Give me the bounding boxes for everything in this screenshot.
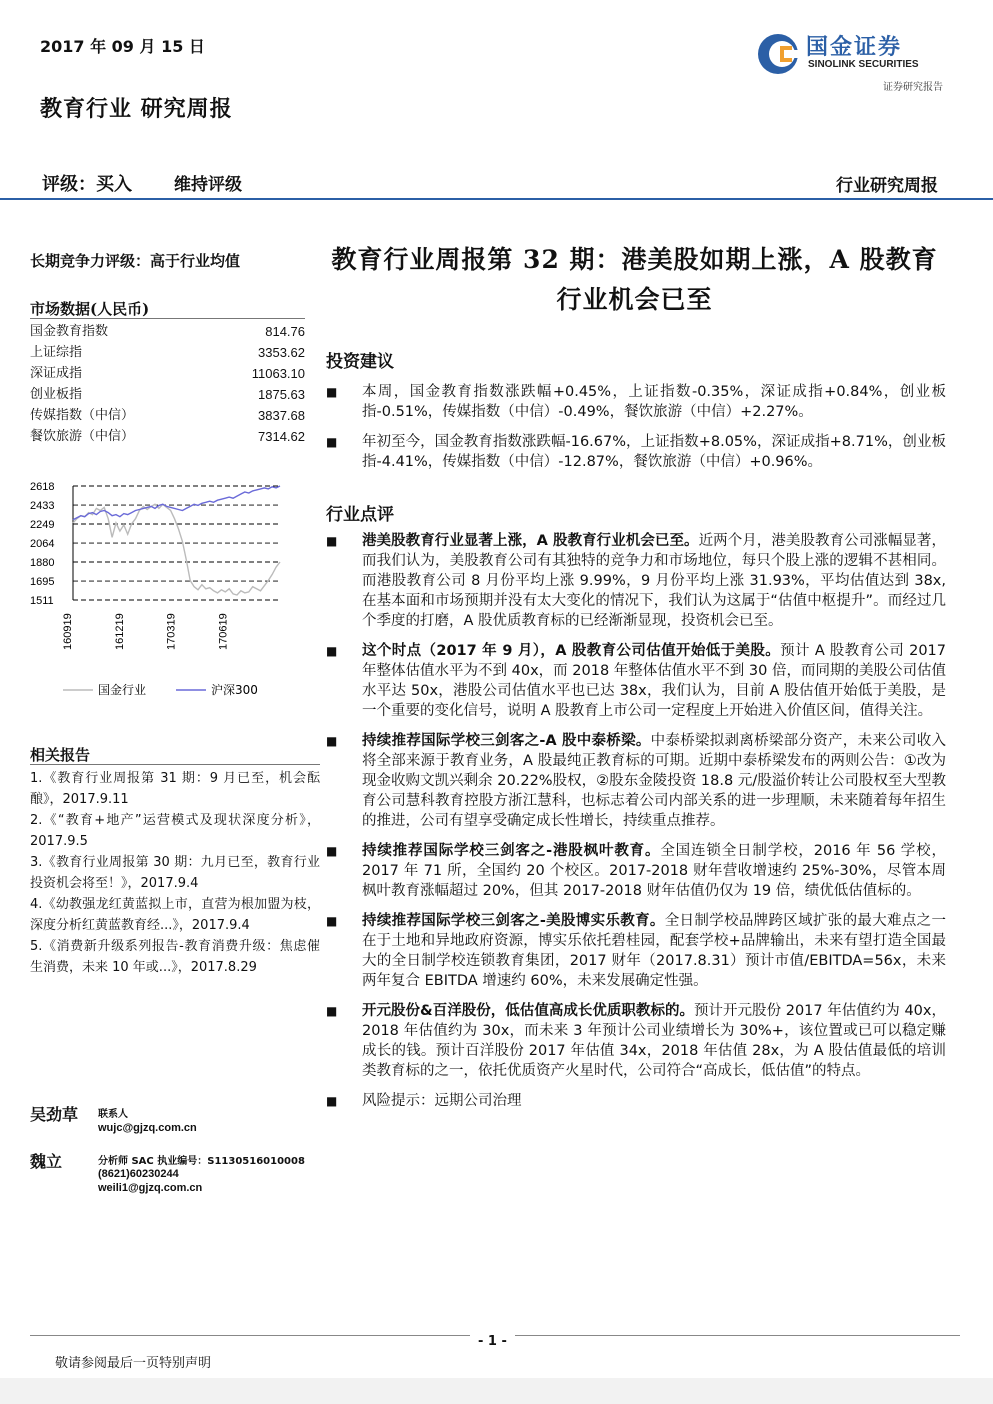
risk-item	[326, 1091, 946, 1111]
logo-emblem-icon	[756, 30, 804, 78]
bottom-band	[0, 1378, 993, 1404]
report-date: 2017 年 09 月 15 日	[40, 37, 205, 56]
analyst-phone: (8621)60230244	[98, 1168, 179, 1180]
risk-text: 风险提示：远期公司治理	[362, 1093, 522, 1109]
market-data-value: 11063.10	[251, 366, 305, 381]
logo-subtitle: 证券研究报告	[883, 82, 943, 93]
comment-headline: 开元股份&百洋股份，低估值高成长优质职教标的。	[362, 1003, 694, 1019]
related-reports-list	[30, 768, 320, 978]
market-data-title: 市场数据(人民币)	[30, 300, 150, 318]
comment-item	[326, 641, 946, 721]
long-term-rating: 长期竞争力评级：高于行业均值	[30, 252, 241, 270]
market-data-row	[30, 426, 305, 447]
analyst-name: 魏立	[30, 1152, 63, 1171]
main-title: 教育行业周报第 32 期：港美股如期上涨，A 股教育行业机会已至	[331, 245, 938, 314]
market-data-table	[30, 321, 305, 447]
chart-xtick-label: 160919	[62, 613, 74, 650]
comment-item	[326, 911, 946, 991]
related-report-item[interactable]: 2.《“教育+地产”运营模式及现状深度分析》，2017.9.5	[30, 813, 320, 849]
chart-legend-label: 沪深300	[211, 683, 258, 697]
comment-text: 近两个月，港美股教育公司涨幅显著，而我们认为，美股教育公司有其独特的竞争力和市场地位，每只个股上涨的逻辑不甚相同。而港股教育公司 8 月份平均上涨 9.99%，9 月份平均上涨 31.93%，平均估值达到 38x,在基本面和市场预期并没有太大变化的情况下，我们认为这属于“估值中枢提升”。而经过几个季度的打磨，A 股优质教育标的已经渐渐显现，投资机会已至。	[362, 533, 946, 629]
index-chart-svg	[28, 478, 308, 708]
comment-text: 预计 A 股教育公司 2017 年整体估值水平为不到 40x，而 2018 年整体估值水平不到 30 倍，而同期的美股公司估值水平达 50x，港股公司估值水平也已达 38x，我们认为，目前 A 股估值开始低于美股，是一个重要的变化信号，说明 A 股教育上市公司一定程度上开始进入价值区间，值得关注。	[362, 643, 947, 719]
chart-ytick-label: 2433	[30, 500, 55, 513]
chart-legend-label: 国金行业	[98, 683, 147, 697]
comment-headline: 港美股教育行业显著上涨，A 股教育行业机会已至。	[362, 533, 699, 549]
comment-item	[326, 731, 946, 831]
chart-ytick-label: 1880	[30, 557, 55, 569]
chart-xtick-label: 170319	[165, 613, 178, 650]
page-number: - 1 -	[470, 1334, 515, 1349]
invest-item: ■ 本周，国金教育指数涨跌幅+0.45%，上证指数-0.35%，深证成指+0.84%，创业板指-0.51%，传媒指数（中信）-0.49%，餐饮旅游（中信）+2.27%。	[326, 382, 946, 422]
company-logo	[756, 30, 946, 78]
market-data-name: 餐饮旅游（中信）	[30, 429, 135, 444]
logo-cn-text: 国金证券	[806, 35, 903, 60]
related-report-item[interactable]: 4.《幼教强龙红黄蓝拟上市，直营为根加盟为枝，深度分析红黄蓝教育经...》，2017.9.4	[30, 897, 320, 933]
market-data-row	[30, 405, 305, 426]
related-report-item[interactable]: 1.《教育行业周报第 31 期：9 月已至，机会酝酿》，2017.9.11	[30, 771, 320, 807]
market-data-name: 国金教育指数	[30, 324, 109, 339]
index-chart	[28, 478, 308, 708]
invest-list	[326, 382, 946, 482]
market-data-row	[30, 363, 305, 384]
section-comment-title: 行业点评	[326, 505, 394, 525]
comment-item	[326, 841, 946, 901]
related-reports-divider	[30, 764, 320, 765]
section-invest-title: 投资建议	[326, 352, 394, 372]
chart-series-line	[73, 504, 280, 595]
comment-text: 全国连锁全日制学校，2016 年 56 学校，2017 年 71 所，全国约 20 个校区。2017-2018 财年营收增速约 25%-30%，尽管本周枫叶教育涨幅超过 20%，但其 2017-2018 财年估值仍仅为 19 倍，绩优低估值标的。	[362, 843, 946, 899]
rating-maintain: 维持评级	[174, 175, 242, 195]
comment-text: 全日制学校品牌跨区域扩张的最大难点之一在于土地和异地政府资源，博实乐依托碧桂园，配套学校+品牌输出，未来有望打造全国最大的全日制学校连锁教育集团，2017 财年（2017.8.31）预计市值/EBITDA=56x，未来两年复合 EBITDA 增速约 60%，未来发展确定性强。	[362, 913, 946, 989]
header-divider	[0, 198, 993, 200]
chart-xtick-label: 161219	[113, 613, 126, 650]
comment-headline: 持续推荐国际学校三剑客之-A 股中泰桥梁。	[362, 733, 651, 749]
chart-ytick-label: 2249	[30, 519, 55, 531]
analyst-name: 吴劲草	[30, 1105, 79, 1124]
market-data-divider	[30, 318, 305, 319]
report-type: 行业研究周报	[836, 176, 938, 196]
comment-item	[326, 531, 946, 631]
market-data-name: 上证综指	[30, 345, 83, 360]
market-data-value: 7314.62	[258, 429, 305, 444]
comment-headline: 持续推荐国际学校三剑客之-美股博实乐教育。	[362, 913, 665, 929]
analyst-role: 联系人	[98, 1109, 128, 1120]
logo-en-text: SINOLINK SECURITIES	[808, 59, 919, 70]
related-report-item[interactable]: 3.《教育行业周报第 30 期：九月已至，教育行业投资机会将至！》，2017.9.4	[30, 855, 320, 891]
chart-ytick-label: 2064	[30, 538, 55, 551]
comment-item	[326, 1001, 946, 1081]
chart-ytick-label: 1695	[30, 576, 55, 589]
comment-list	[326, 531, 946, 1121]
report-series-title: 教育行业 研究周报	[40, 96, 233, 122]
analyst-role: 分析师 SAC 执业编号：S1130516010008	[98, 1156, 305, 1167]
comment-text: 预计开元股份 2017 年估值约为 40x，2018 年估值约为 30x，而未来 3 年预计公司业绩增长为 30%+，该位置或已可以稳定赚成长的钱。预计百洋股份 2017 年估值 34x，2018 年估值 28x，为 A 股估值最低的培训类教育标的之一，依托优质资产火星时代，公司符合“高成长，低估值”的特点。	[362, 1003, 946, 1079]
chart-xtick-label: 170619	[217, 613, 230, 650]
analyst-entry	[30, 1102, 320, 1135]
market-data-value: 1875.63	[258, 387, 305, 402]
market-data-name: 深证成指	[30, 366, 83, 381]
market-data-value: 3837.68	[258, 408, 305, 423]
footer-note: 敬请参阅最后一页特别声明	[55, 1356, 212, 1371]
market-data-value: 3353.62	[258, 345, 305, 360]
market-data-row	[30, 321, 305, 342]
market-data-value: 814.76	[265, 324, 305, 339]
comment-headline: 这个时点（2017 年 9 月），A 股教育公司估值开始低于美股。	[362, 643, 781, 659]
market-data-name: 传媒指数（中信）	[30, 408, 135, 423]
analyst-entry	[30, 1149, 320, 1195]
chart-ytick-label: 1511	[30, 595, 54, 607]
market-data-row	[30, 384, 305, 405]
comment-text: 中泰桥梁拟剥离桥梁部分资产，未来公司收入将全部来源于教育业务，A 股最纯正教育标的可期。近期中泰桥梁发布的两则公告：①改为现金收购文凯兴剩余 20.22%股权，②股东金陵投资 18.8 元/股溢价转让公司股权至大型教育公司慧科教育控股方浙江慧科，也标志着公司内部关系的进一步理顺，未来随着每年招生的推进，公司有望享受确定成长性增长，持续重点推荐。	[362, 733, 946, 829]
analyst-block	[30, 1102, 320, 1195]
invest-item: ■ 年初至今，国金教育指数涨跌幅-16.67%，上证指数+8.05%，深证成指+8.71%，创业板指-4.41%，传媒指数（中信）-12.87%，餐饮旅游（中信）+0.96%。	[326, 432, 946, 472]
related-reports-title: 相关报告	[30, 746, 91, 764]
analyst-email[interactable]: wujc@gjzq.com.cn	[98, 1122, 197, 1134]
comment-headline: 持续推荐国际学校三剑客之-港股枫叶教育。	[362, 843, 661, 859]
related-report-item[interactable]: 5.《消费新升级系列报告-教育消费升级：焦虑催生消费，未来 10 年或...》，2017.8.29	[30, 939, 320, 975]
rating-label: 评级：买入	[42, 174, 132, 195]
market-data-name: 创业板指	[30, 387, 83, 402]
chart-series-line	[73, 486, 280, 520]
rating	[42, 170, 242, 196]
analyst-email[interactable]: weili1@gjzq.com.cn	[98, 1182, 203, 1194]
chart-ytick-label: 2618	[30, 481, 55, 493]
market-data-row	[30, 342, 305, 363]
